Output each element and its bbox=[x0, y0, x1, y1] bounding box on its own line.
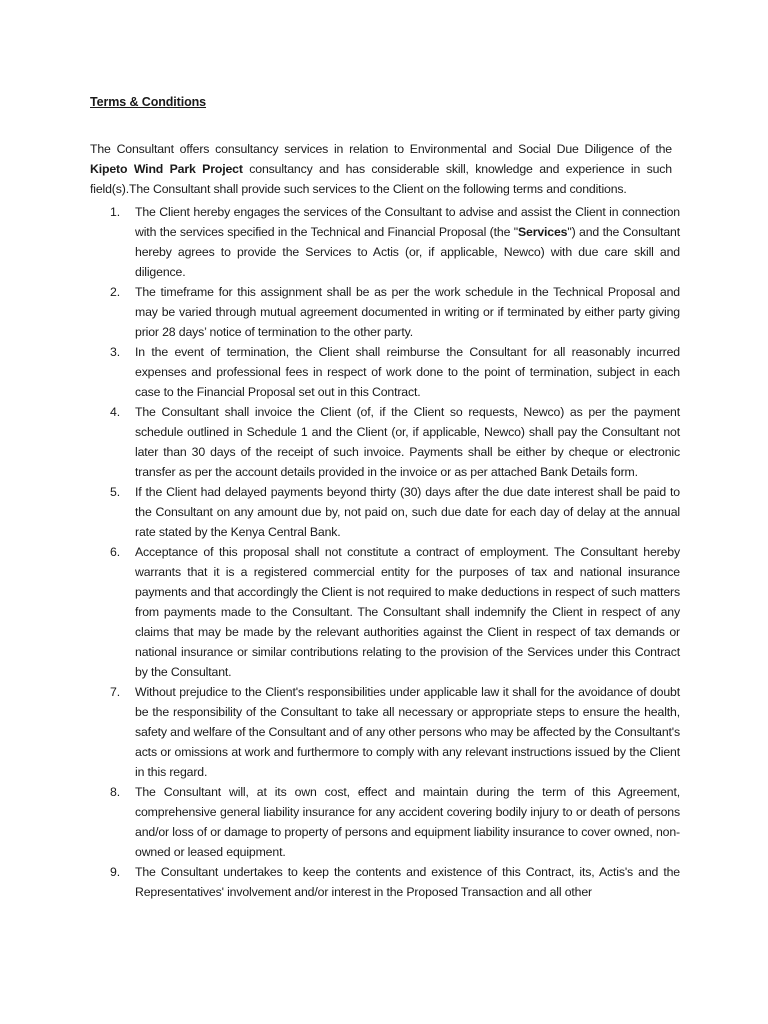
clause-text: Without prejudice to the Client's responsibilities under applicable law it shall for the avoidance of doubt be the responsibility of the Consultant to take all necessary or appropriate steps to ensure the health, safety and welfare of the Consultant and of any other persons who may be affected by the Consultant's acts or omissions at work and furthermore to comply with any relevant instructions issued by the Client in this regard. bbox=[135, 685, 680, 779]
clause-text-start: The Client hereby engages the services of the Consultant to advise and assist the Client in connection with the services specified in the Technical and Financial Proposal (the " bbox=[135, 205, 680, 239]
intro-text-end: consultancy and has considerable skill, knowledge and experience in such field(s).The Consultant shall provide such services to the Client on the following terms and conditions. bbox=[90, 162, 672, 197]
clause-5 bbox=[90, 482, 680, 542]
services-term: Services bbox=[517, 225, 568, 239]
clause-text-end: ") and the Consultant hereby agrees to provide the Services to Actis (or, if applicable, Newco) with due care skill and diligence. bbox=[135, 225, 680, 279]
clause-text: In the event of termination, the Client shall reimburse the Consultant for all reasonably incurred expenses and professional fees in respect of work done to the point of termination, subject in each case to the Financial Proposal set out in this Contract. bbox=[135, 345, 680, 399]
clause-number: 6. bbox=[110, 545, 120, 559]
clause-text: The Consultant undertakes to keep the contents and existence of this Contract, its, Actis's and the Representatives' involvement and/or interest in the Proposed Transaction and all other bbox=[135, 865, 680, 899]
clause-text: The Consultant will, at its own cost, effect and maintain during the term of this Agreement, comprehensive general liability insurance for any accident covering bodily injury to or death of persons and/or loss of or damage to property of persons and equipment liability insurance to cover owned, non-owned or leased equipment. bbox=[135, 785, 680, 859]
clause-text: If the Client had delayed payments beyond thirty (30) days after the due date interest shall be paid to the Consultant on any amount due by, not paid on, such due date for each day of delay at the annual rate stated by the Kenya Central Bank. bbox=[135, 485, 680, 539]
clause-7 bbox=[90, 682, 680, 782]
clause-number: 7. bbox=[110, 685, 120, 699]
clause-number: 4. bbox=[110, 405, 120, 419]
clause-6 bbox=[90, 542, 680, 682]
clause-3 bbox=[90, 342, 680, 402]
clause-list bbox=[90, 202, 680, 902]
clause-4 bbox=[90, 402, 680, 482]
clause-text: The timeframe for this assignment shall be as per the work schedule in the Technical Proposal and may be varied through mutual agreement documented in writing or if terminated by either party giving prior 28 days’ notice of termination to the other party. bbox=[135, 285, 680, 339]
project-name: Kipeto Wind Park Project bbox=[90, 162, 243, 177]
intro-text-start: The Consultant offers consultancy services in relation to Environmental and Social Due Diligence of the bbox=[90, 142, 672, 157]
clause-9 bbox=[90, 862, 680, 902]
intro-paragraph bbox=[90, 139, 672, 199]
clause-text: Acceptance of this proposal shall not constitute a contract of employment. The Consultant hereby warrants that it is a registered commercial entity for the purposes of tax and national insurance payments and that accordingly the Client is not required to make deductions in respect of such matters from payments made to the Consultant. The Consultant shall indemnify the Client in respect of any claims that may be made by the relevant authorities against the Client in respect of tax demands or national insurance or similar contributions relating to the provision of the Services under this Contract by the Consultant. bbox=[135, 545, 680, 679]
clause-text bbox=[135, 205, 680, 279]
clause-number: 9. bbox=[110, 865, 120, 879]
clause-text: The Consultant shall invoice the Client (of, if the Client so requests, Newco) as per the payment schedule outlined in Schedule 1 and the Client (or, if applicable, Newco) shall pay the Consultant not later than 30 days of the receipt of such invoice. Payments shall be either by cheque or electronic transfer as per the account details provided in the invoice or as per attached Bank Details form. bbox=[135, 405, 680, 479]
clause-number: 5. bbox=[110, 485, 120, 499]
clause-number: 3. bbox=[110, 345, 120, 359]
page-title: Terms & Conditions bbox=[90, 95, 207, 109]
clause-number: 1. bbox=[110, 205, 120, 219]
clause-2 bbox=[90, 282, 680, 342]
clause-number: 2. bbox=[110, 285, 120, 299]
clause-1 bbox=[90, 202, 680, 282]
clause-number: 8. bbox=[110, 785, 120, 799]
clause-8 bbox=[90, 782, 680, 862]
